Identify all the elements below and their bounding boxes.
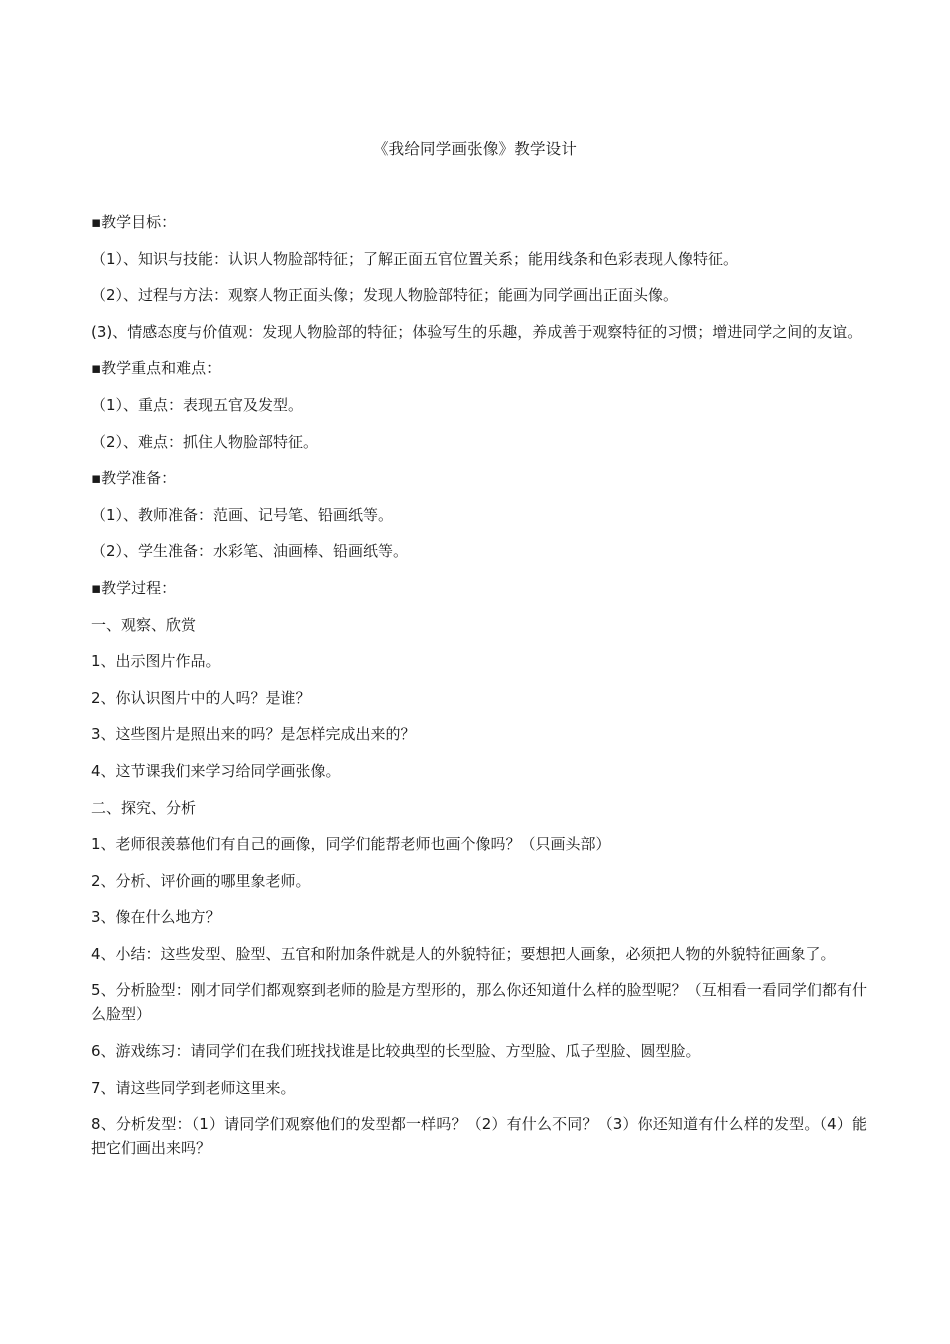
list-item: 5、分析脸型：刚才同学们都观察到老师的脸是方型形的，那么你还知道什么样的脸型呢？（互相看一看同学们都有什么脸型）	[91, 981, 867, 1024]
list-item: 6、游戏练习：请同学们在我们班找找谁是比较典型的长型脸、方型脸、瓜子型脸、圆型脸。	[91, 1042, 701, 1061]
objective-emotion-values: (3)、情感态度与价值观：发现人物脸部的特征；体验写生的乐趣，养成善于观察特征的习惯；增进同学之间的友谊。	[91, 322, 863, 341]
list-item: 3、像在什么地方？	[91, 908, 221, 927]
list-item: 4、这节课我们来学习给同学画张像。	[91, 761, 341, 780]
section-heading-preparation: ▪教学准备：	[91, 469, 177, 488]
section-heading-objectives: ▪教学目标：	[91, 213, 177, 231]
student-preparation: （2）、学生准备：水彩笔、油画棒、铅画纸等。	[91, 542, 409, 561]
list-item: 1、老师很羡慕他们有自己的画像，同学们能帮老师也画个像吗？（只画头部）	[91, 835, 611, 854]
list-item: 2、分析、评价画的哪里象老师。	[91, 871, 311, 890]
key-point: （1）、重点：表现五官及发型。	[91, 395, 304, 414]
objective-process-methods: （2）、过程与方法：观察人物正面头像；发现人物脸部特征；能画为同学画出正面头像。	[91, 286, 679, 305]
step-heading-explore: 二、探究、分析	[91, 798, 197, 817]
teacher-preparation: （1）、教师准备：范画、记号笔、铅画纸等。	[91, 505, 394, 524]
section-heading-key-points: ▪教学重点和难点：	[91, 359, 222, 378]
list-item: 4、小结：这些发型、脸型、五官和附加条件就是人的外貌特征；要想把人画象，必须把人物的外貌特征画象了。	[91, 944, 836, 963]
objective-knowledge-skills: （1）、知识与技能：认识人物脸部特征；了解正面五官位置关系；能用线条和色彩表现人像特征。	[91, 249, 739, 268]
section-heading-process: ▪教学过程：	[91, 578, 177, 597]
document-title: 《我给同学画张像》教学设计	[372, 140, 578, 158]
list-item: 3、这些图片是照出来的吗？是怎样完成出来的？	[91, 725, 416, 744]
list-item: 1、出示图片作品。	[91, 652, 221, 671]
step-heading-observe: 一、观察、欣赏	[91, 615, 197, 634]
list-item: 8、分析发型：（1）请同学们观察他们的发型都一样吗？（2）有什么不同？（3）你还知道有什么样的发型。（4）能把它们画出来吗？	[91, 1115, 867, 1158]
document-body	[91, 210, 867, 1173]
difficult-point: （2）、难点：抓住人物脸部特征。	[91, 432, 319, 451]
list-item: 7、请这些同学到老师这里来。	[91, 1078, 296, 1097]
list-item: 2、你认识图片中的人吗？是谁？	[91, 688, 311, 707]
